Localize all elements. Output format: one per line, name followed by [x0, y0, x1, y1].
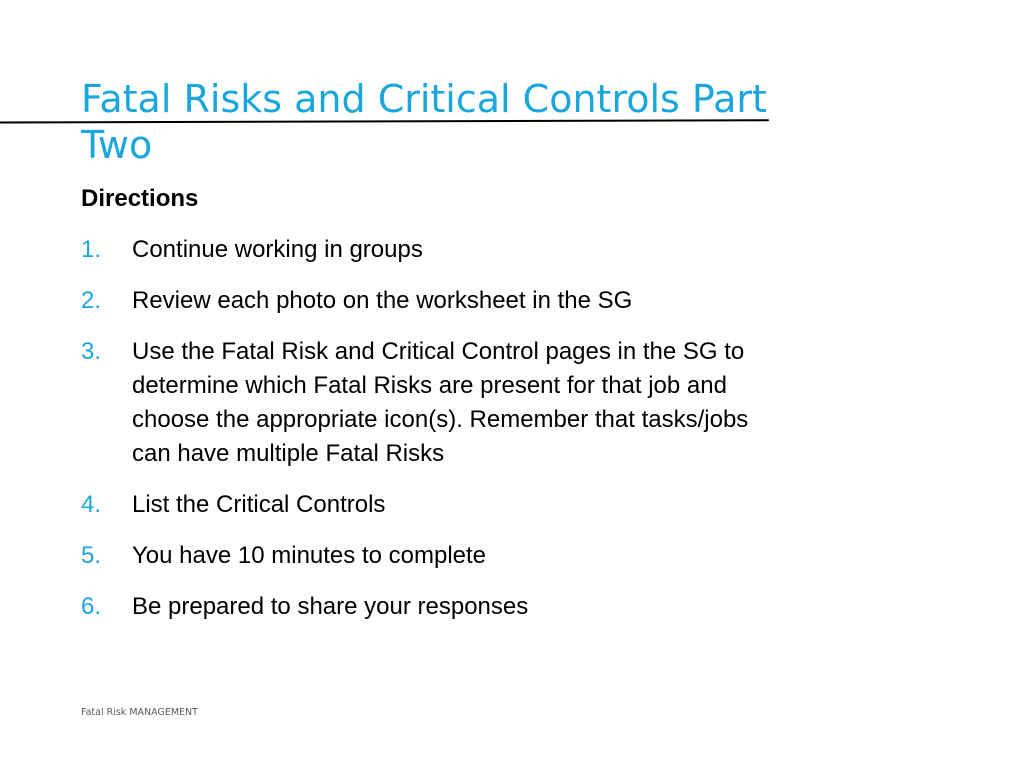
- list-item-number: 5.: [81, 542, 102, 569]
- list-item: [81, 335, 761, 471]
- list-item: [81, 539, 761, 573]
- title-underline: [0, 118, 770, 126]
- list-item-number: 4.: [81, 491, 102, 518]
- list-item-text: List the Critical Controls: [132, 491, 386, 518]
- list-item-text: You have 10 minutes to complete: [132, 542, 487, 569]
- list-item-number: 1.: [81, 236, 102, 263]
- list-item: [81, 590, 761, 624]
- list-item-text: Continue working in groups: [132, 236, 423, 263]
- list-item: [81, 488, 761, 522]
- list-item: [81, 233, 761, 267]
- list-item-text: Use the Fatal Risk and Critical Control pages in the SG to determine which Fatal Risks are present for that job and choose the appropriate icon(s). Remember that tasks/jobs can have multiple Fatal Risks: [132, 338, 749, 467]
- list-item-text: Review each photo on the worksheet in the SG: [132, 287, 633, 314]
- slide-content: [81, 182, 761, 624]
- list-item-number: 3.: [81, 338, 102, 365]
- directions-list: [81, 233, 761, 624]
- list-item: [81, 284, 761, 318]
- list-item-text: Be prepared to share your responses: [132, 593, 529, 620]
- slide-title: Fatal Risks and Critical Controls Part Two: [81, 77, 767, 167]
- list-item-number: 6.: [81, 593, 102, 620]
- footer-text: Fatal Risk MANAGEMENT: [81, 707, 198, 718]
- directions-heading: Directions: [81, 185, 199, 212]
- list-item-number: 2.: [81, 287, 102, 314]
